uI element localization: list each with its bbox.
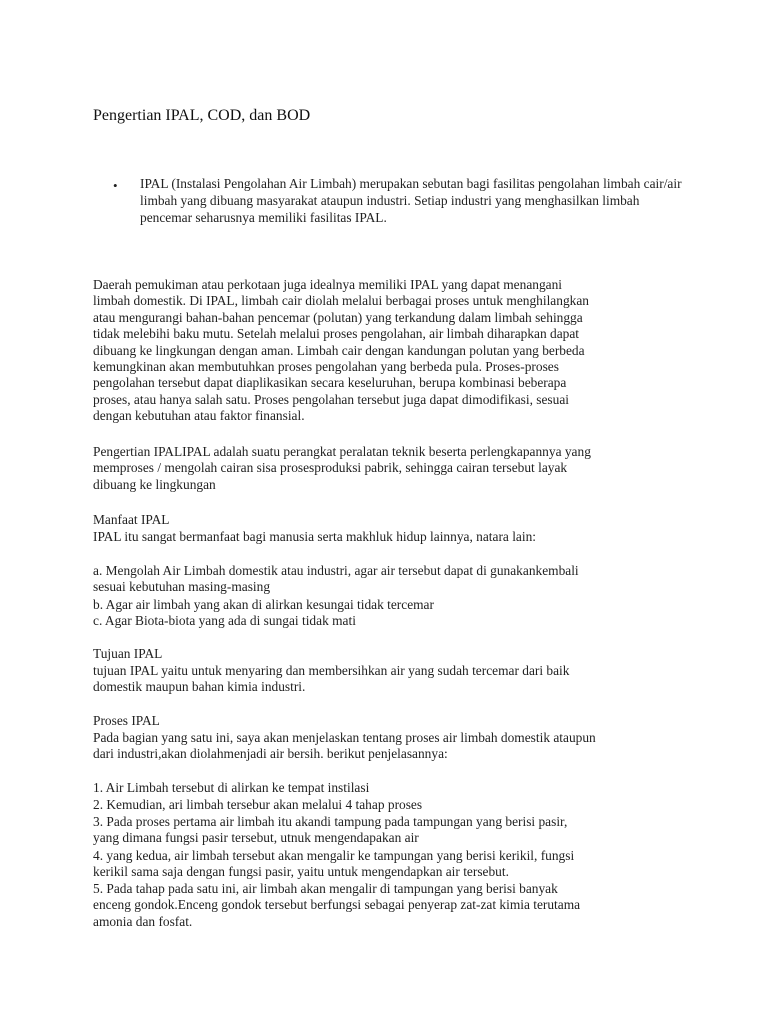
document-title: Pengertian IPAL, COD, dan BOD — [93, 107, 311, 124]
manfaat-intro: IPAL itu sangat bermanfaat bagi manusia serta makhluk hidup lainnya, natara lain: — [93, 529, 537, 544]
manfaat-item: c. Agar Biota-biota yang ada di sungai tidak mati — [93, 613, 356, 628]
manfaat-heading: Manfaat IPAL — [93, 512, 170, 527]
proses-heading: Proses IPAL — [93, 713, 160, 728]
paragraph-pengertian: Pengertian IPALIPAL adalah suatu perangkat peralatan teknik beserta perlengkapannya yang memproses / mengolah cairan sisa prosesproduksi pabrik, sehingga cairan tersebut layak dibuang ke lingkungan — [93, 444, 591, 492]
manfaat-item: b. Agar air limbah yang akan di alirkan kesungai tidak tercemar — [93, 597, 434, 612]
proses-step: 3. Pada proses pertama air limbah itu akandi tampung pada tampungan yang berisi pasir, yang dimana fungsi pasir tersebut, utnuk mengendapakan air — [93, 814, 568, 846]
tujuan-text: tujuan IPAL yaitu untuk menyaring dan membersihkan air yang sudah tercemar dari baik domestik maupun bahan kimia industri. — [93, 663, 570, 695]
proses-step: 1. Air Limbah tersebut di alirkan ke tempat instilasi — [93, 780, 370, 795]
bullet-text: IPAL (Instalasi Pengolahan Air Limbah) merupakan sebutan bagi fasilitas pengolahan limbah cair/air limbah yang dibuang masyarakat ataupun industri. Setiap industri yang menghasilkan limbah pencemar seharusnya memiliki fasilitas IPAL. — [140, 176, 682, 225]
proses-step: 2. Kemudian, ari limbah tersebur akan melalui 4 tahap proses — [93, 797, 423, 812]
proses-step: 5. Pada tahap pada satu ini, air limbah akan mengalir di tampungan yang berisi banyak enceng gondok.Enceng gondok tersebut berfungsi sebagai penyerap zat-zat kimia terutama amonia dan fosfat. — [93, 881, 581, 929]
bullet-icon: • — [113, 178, 118, 193]
paragraph-daerah: Daerah pemukiman atau perkotaan juga idealnya memiliki IPAL yang dapat menangani limbah domestik. Di IPAL, limbah cair diolah melalui berbagai proses untuk menghilangkan atau mengurangi bahan-bahan pencemar (polutan) yang terkandung dalam limbah sehingga tidak melebihi baku mutu. Setelah melalui proses pengolahan, air limbah diharapkan dapat dibuang ke lingkungan dengan aman. Limbah cair dengan kandungan polutan yang berbeda kemungkinan akan membutuhkan proses pengolahan yang berbeda pula. Proses-proses pengolahan tersebut dapat diaplikasikan secara keseluruhan, berupa kombinasi beberapa proses, atau hanya salah satu. Proses pengolahan tersebut juga dapat dimodifikasi, sesuai dengan kebutuhan atau faktor finansial. — [93, 277, 589, 424]
tujuan-heading: Tujuan IPAL — [93, 646, 163, 661]
proses-intro: Pada bagian yang satu ini, saya akan menjelaskan tentang proses air limbah domestik ataupun dari industri,akan diolahmenjadi air bersih. berikut penjelasannya: — [93, 730, 596, 762]
manfaat-item: a. Mengolah Air Limbah domestik atau industri, agar air tersebut dapat di gunakankembali sesuai kebutuhan masing-masing — [93, 563, 579, 595]
proses-step: 4. yang kedua, air limbah tersebut akan mengalir ke tampungan yang berisi kerikil, fungsi kerikil sama saja dengan fungsi pasir, yaitu untuk mengendapkan air tersebut. — [93, 848, 575, 880]
